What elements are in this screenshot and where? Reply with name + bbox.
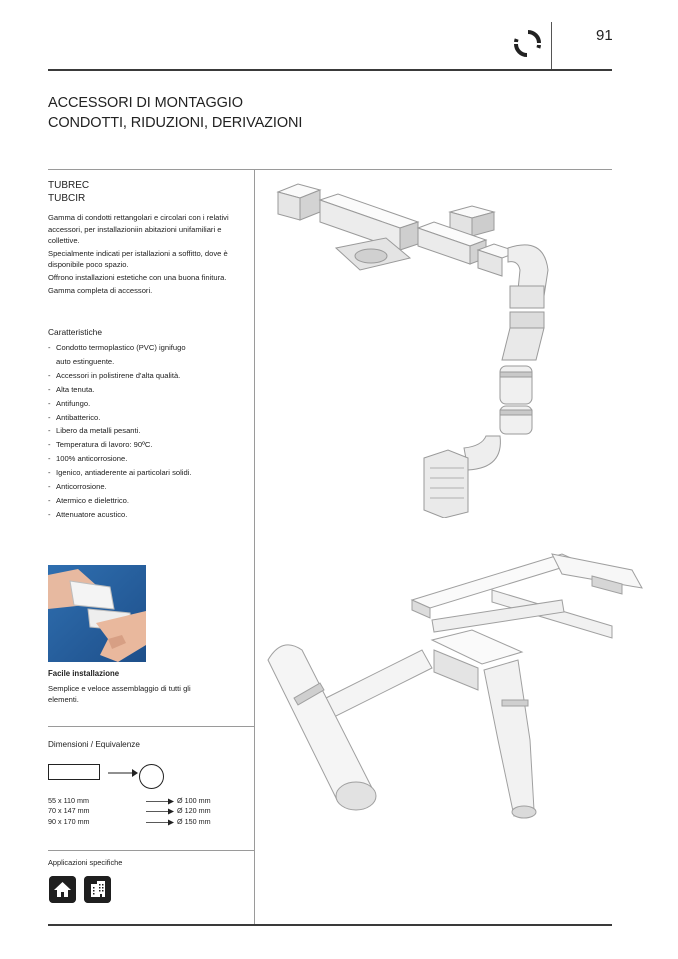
rectangular-duct-icon [48, 764, 100, 780]
applications-rule [48, 850, 254, 851]
dimensions-rule [48, 726, 254, 727]
list-item: - Antifungo. [48, 397, 253, 411]
duct-network-illustration [262, 540, 652, 825]
dimension-row: 90 x 170 mm Ø 150 mm [48, 817, 211, 826]
header-vertical-divider [551, 22, 552, 70]
description-paragraph: Specialmente indicati per istallazioni a soffitto, dove è disponibile poco spazio. [48, 248, 228, 270]
house-icon [49, 876, 76, 903]
page-number: 91 [596, 27, 613, 44]
description-paragraph: Gamma completa di accessori. [48, 285, 153, 295]
installation-text: Semplice e veloce assemblaggio di tutti gli elementi. [48, 684, 191, 704]
product-description [48, 212, 248, 297]
arrow-right-icon [146, 819, 174, 826]
list-item: - Condotto termoplastico (PVC) ignifugo auto estinguente. [48, 341, 253, 369]
list-item: - 100% anticorrosione. [48, 452, 253, 466]
installation-photo [48, 565, 146, 662]
description-paragraph: Gamma di condotti rettangolari e circolari con i relativi accessori, per installazioniin abitazioni unifamiliari e collettive. [48, 213, 229, 246]
list-item: - Igenico, antiaderente ai particolari solidi. [48, 466, 253, 480]
list-item: - Antibatterico. [48, 411, 253, 425]
list-item: - Atermico e dielettrico. [48, 494, 253, 508]
header-rule [48, 69, 612, 71]
installation-heading: Facile installazione [48, 669, 120, 678]
list-item: - Attenuatore acustico. [48, 508, 253, 522]
apartment-building-icon [84, 876, 111, 903]
product-name-tubcir: TUBCIR [48, 193, 86, 204]
circular-arrows-logo-icon [512, 28, 544, 58]
applications-heading: Applicazioni specifiche [48, 858, 123, 867]
column-divider [254, 169, 255, 925]
list-item: - Alta tenuta. [48, 383, 253, 397]
list-item: - Temperatura di lavoro: 90ºC. [48, 438, 253, 452]
features-heading: Caratteristiche [48, 327, 102, 337]
features-list [48, 341, 253, 522]
dimension-row: 70 x 147 mm Ø 120 mm [48, 806, 211, 815]
section-rule [48, 169, 612, 170]
list-item: - Accessori in polistirene d'alta qualità. [48, 369, 253, 383]
footer-rule [48, 924, 612, 926]
arrow-right-icon [108, 766, 138, 780]
page-title-line1: ACCESSORI DI MONTAGGIO [48, 95, 243, 111]
duct-assembly-illustration [268, 178, 570, 518]
list-item: - Anticorrosione. [48, 480, 253, 494]
dimension-row: 55 x 110 mm Ø 100 mm [48, 796, 211, 805]
list-item: - Libero da metalli pesanti. [48, 424, 253, 438]
product-name-tubrec: TUBREC [48, 180, 90, 191]
description-paragraph: Offrono installazioni estetiche con una buona finitura. [48, 272, 227, 282]
page-title-line2: CONDOTTI, RIDUZIONI, DERIVAZIONI [48, 115, 303, 131]
circular-duct-icon [139, 764, 164, 789]
arrow-right-icon [146, 798, 174, 805]
dimensions-heading: Dimensioni / Equivalenze [48, 740, 140, 749]
arrow-right-icon [146, 808, 174, 815]
